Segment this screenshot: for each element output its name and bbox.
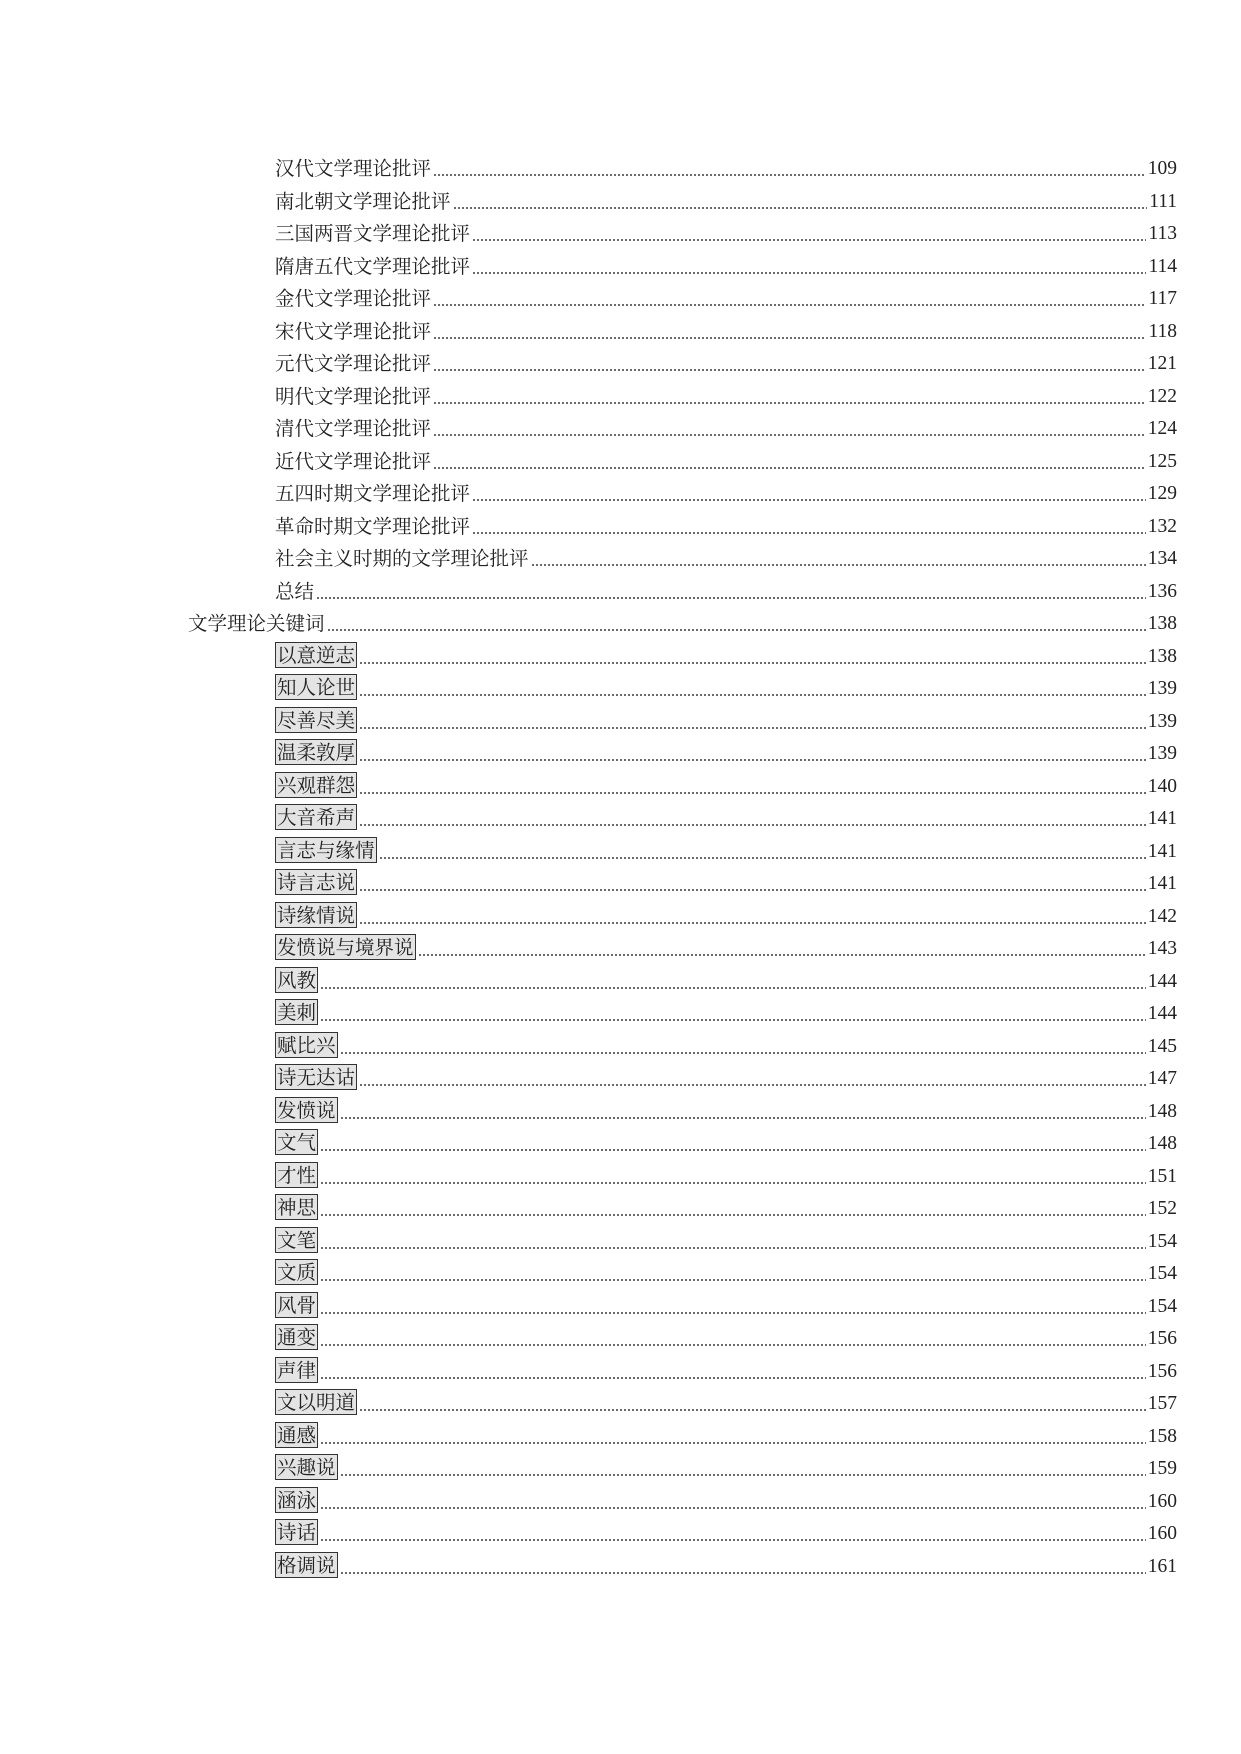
dot-leader xyxy=(359,662,1146,664)
toc-entry[interactable] xyxy=(275,671,1177,700)
toc-entry-page-number: 125 xyxy=(1147,450,1177,472)
toc-entry-title-highlighted: 文质 xyxy=(277,1261,317,1284)
dot-leader xyxy=(320,1312,1146,1314)
toc-entry[interactable] xyxy=(275,346,1177,375)
toc-entry[interactable] xyxy=(275,1484,1177,1513)
toc-entry-title-highlighted: 诗无达诂 xyxy=(277,1066,356,1089)
dot-leader xyxy=(359,727,1146,729)
dot-leader xyxy=(320,1214,1146,1216)
dot-leader xyxy=(320,1149,1146,1151)
toc-entry-title-highlighted: 知人论世 xyxy=(277,676,356,699)
toc-entry-page-number: 145 xyxy=(1147,1035,1177,1057)
toc-entry-page-number: 156 xyxy=(1147,1328,1177,1349)
toc-entry-page-number: 109 xyxy=(1147,158,1177,179)
toc-entry[interactable] xyxy=(275,931,1177,960)
dot-leader xyxy=(359,1409,1146,1411)
toc-entry[interactable] xyxy=(275,216,1177,245)
toc-entry[interactable] xyxy=(275,834,1177,863)
toc-entry-title-highlighted: 通感 xyxy=(277,1423,317,1447)
toc-entry[interactable] xyxy=(275,379,1177,408)
toc-entry[interactable] xyxy=(275,736,1177,765)
toc-entry-page-number: 121 xyxy=(1147,353,1177,374)
toc-entry-title-highlighted: 大音希声 xyxy=(277,806,356,829)
dot-leader xyxy=(320,987,1146,989)
dot-leader xyxy=(320,1539,1146,1541)
toc-entry[interactable] xyxy=(275,281,1177,310)
toc-entry-page-number: 129 xyxy=(1147,483,1177,504)
toc-entry-title-highlighted: 文笔 xyxy=(277,1228,317,1252)
toc-entry[interactable] xyxy=(275,769,1177,798)
toc-entry-page-number: 147 xyxy=(1147,1068,1177,1089)
toc-entry[interactable] xyxy=(275,1386,1177,1415)
toc-entry[interactable] xyxy=(275,1061,1177,1090)
dot-leader xyxy=(379,857,1146,859)
dot-leader xyxy=(359,922,1146,924)
toc-entry-title-highlighted: 以意逆志 xyxy=(277,643,356,667)
toc-entry-page-number: 142 xyxy=(1147,905,1177,927)
toc-entry-title: 金代文学理论批评 xyxy=(275,287,432,310)
toc-entry[interactable] xyxy=(275,1451,1177,1480)
toc-entry-page-number: 159 xyxy=(1147,1458,1177,1479)
toc-entry-title-highlighted: 声律 xyxy=(277,1358,317,1382)
toc-entry-title-highlighted: 兴趣说 xyxy=(277,1456,336,1479)
toc-entry-page-number: 151 xyxy=(1147,1165,1177,1187)
toc-entry-title: 三国两晋文学理论批评 xyxy=(275,222,471,245)
toc-entry-page-number: 138 xyxy=(1147,645,1177,667)
dot-leader xyxy=(320,1279,1146,1281)
toc-entry[interactable] xyxy=(275,411,1177,440)
toc-entry-page-number: 117 xyxy=(1148,288,1177,309)
toc-entry-title: 隋唐五代文学理论批评 xyxy=(275,254,471,278)
toc-entry-page-number: 141 xyxy=(1147,840,1177,862)
dot-leader xyxy=(433,174,1146,176)
dot-leader xyxy=(320,1019,1146,1021)
toc-entry[interactable] xyxy=(188,606,1177,635)
toc-entry-title-highlighted: 神思 xyxy=(277,1196,317,1219)
toc-entry-page-number: 154 xyxy=(1147,1230,1177,1252)
toc-entry-page-number: 160 xyxy=(1147,1523,1177,1544)
dot-leader xyxy=(359,759,1146,761)
toc-entry[interactable] xyxy=(275,899,1177,928)
toc-entry-page-number: 134 xyxy=(1147,548,1177,569)
dot-leader xyxy=(340,1117,1146,1119)
dot-leader xyxy=(359,792,1146,794)
toc-entry[interactable] xyxy=(275,1321,1177,1350)
toc-entry-page-number: 148 xyxy=(1147,1100,1177,1122)
toc-entry-page-number: 140 xyxy=(1147,775,1177,797)
toc-entry-page-number: 143 xyxy=(1147,938,1177,959)
dot-leader xyxy=(340,1572,1146,1574)
toc-entry-page-number: 156 xyxy=(1147,1360,1177,1382)
dot-leader xyxy=(472,239,1146,241)
toc-entry-title-highlighted: 发愤说 xyxy=(277,1098,336,1122)
toc-entry-title: 社会主义时期的文学理论批评 xyxy=(275,547,529,570)
toc-entry-title: 汉代文学理论批评 xyxy=(275,157,432,180)
toc-entry-page-number: 136 xyxy=(1147,580,1177,602)
dot-leader xyxy=(433,402,1146,404)
dot-leader xyxy=(531,564,1146,566)
dot-leader xyxy=(320,1247,1146,1249)
toc-entry[interactable] xyxy=(275,1029,1177,1058)
toc-entry-title-highlighted: 才性 xyxy=(277,1163,317,1187)
toc-entry-title-highlighted: 美刺 xyxy=(277,1001,317,1024)
toc-entry[interactable] xyxy=(275,1419,1177,1448)
dot-leader xyxy=(327,629,1146,631)
dot-leader xyxy=(320,1344,1146,1346)
toc-entry-page-number: 113 xyxy=(1148,223,1177,244)
toc-entry[interactable] xyxy=(275,151,1177,180)
toc-entry[interactable] xyxy=(275,1354,1177,1383)
toc-entry-page-number: 154 xyxy=(1147,1295,1177,1317)
toc-entry-title: 文学理论关键词 xyxy=(188,612,325,635)
toc-entry-title-highlighted: 温柔敦厚 xyxy=(277,741,356,764)
toc-entry-title-highlighted: 兴观群怨 xyxy=(277,773,356,797)
toc-entry-title-highlighted: 赋比兴 xyxy=(277,1033,336,1057)
toc-entry[interactable] xyxy=(275,444,1177,473)
toc-entry-page-number: 160 xyxy=(1147,1490,1177,1512)
toc-entry-title-highlighted: 诗言志说 xyxy=(277,871,356,894)
toc-entry-page-number: 118 xyxy=(1148,320,1177,342)
toc-entry[interactable] xyxy=(275,1516,1177,1545)
toc-entry[interactable] xyxy=(275,1289,1177,1318)
dot-leader xyxy=(433,337,1146,339)
dot-leader xyxy=(340,1474,1146,1476)
toc-entry[interactable] xyxy=(275,1549,1177,1578)
toc-entry[interactable] xyxy=(275,866,1177,895)
toc-entry-page-number: 161 xyxy=(1147,1555,1177,1577)
toc-entry-title-highlighted: 风教 xyxy=(277,968,317,992)
dot-leader xyxy=(316,597,1146,599)
toc-entry[interactable] xyxy=(275,1191,1177,1220)
toc-entry-page-number: 139 xyxy=(1147,678,1177,699)
dot-leader xyxy=(472,499,1146,501)
toc-entry-title: 明代文学理论批评 xyxy=(275,384,432,408)
toc-entry-page-number: 132 xyxy=(1147,515,1177,537)
toc-entry-title: 革命时期文学理论批评 xyxy=(275,514,471,538)
toc-entry[interactable] xyxy=(275,314,1177,343)
toc-entry-page-number: 152 xyxy=(1147,1198,1177,1219)
dot-leader xyxy=(433,304,1146,306)
toc-entry[interactable] xyxy=(275,249,1177,278)
toc-entry-page-number: 148 xyxy=(1147,1133,1177,1154)
toc-entry[interactable] xyxy=(275,1256,1177,1285)
toc-entry[interactable] xyxy=(275,996,1177,1025)
toc-entry-page-number: 141 xyxy=(1147,808,1177,829)
toc-entry-page-number: 139 xyxy=(1147,743,1177,764)
dot-leader xyxy=(340,1052,1146,1054)
toc-entry-title-highlighted: 发愤说与境界说 xyxy=(277,936,414,959)
toc-entry-title-highlighted: 文气 xyxy=(277,1131,317,1154)
dot-leader xyxy=(320,1442,1146,1444)
toc-entry-title-highlighted: 风骨 xyxy=(277,1293,317,1317)
toc-entry[interactable] xyxy=(275,476,1177,505)
dot-leader xyxy=(320,1377,1146,1379)
toc-entry-title-highlighted: 通变 xyxy=(277,1326,317,1349)
toc-entry[interactable] xyxy=(275,574,1177,603)
toc-entry-title-highlighted: 尽善尽美 xyxy=(277,708,356,732)
dot-leader xyxy=(433,369,1146,371)
toc-entry-title-highlighted: 诗缘情说 xyxy=(277,903,356,927)
toc-entry[interactable] xyxy=(275,704,1177,733)
dot-leader xyxy=(359,824,1146,826)
toc-entry[interactable] xyxy=(275,1159,1177,1188)
toc-entry[interactable] xyxy=(275,1094,1177,1123)
toc-entry-title: 元代文学理论批评 xyxy=(275,352,432,375)
toc-entry-page-number: 157 xyxy=(1147,1393,1177,1414)
dot-leader xyxy=(433,434,1146,436)
toc-entry[interactable] xyxy=(275,801,1177,830)
toc-entry-title-highlighted: 诗话 xyxy=(277,1521,317,1544)
dot-leader xyxy=(472,532,1146,534)
dot-leader xyxy=(472,272,1146,274)
toc-entry-page-number: 144 xyxy=(1147,970,1177,992)
toc-entry-title-highlighted: 文以明道 xyxy=(277,1391,356,1414)
toc-entry[interactable] xyxy=(275,964,1177,993)
toc-entry-title: 总结 xyxy=(275,579,315,603)
toc-entry-page-number: 141 xyxy=(1147,873,1177,894)
toc-entry-page-number: 114 xyxy=(1148,255,1177,277)
toc-entry-title: 近代文学理论批评 xyxy=(275,449,432,473)
toc-entry[interactable] xyxy=(275,509,1177,538)
dot-leader xyxy=(359,889,1146,891)
toc-entry[interactable] xyxy=(275,1224,1177,1253)
toc-entry-page-number: 122 xyxy=(1147,385,1177,407)
toc-entry[interactable] xyxy=(275,639,1177,668)
dot-leader xyxy=(433,467,1146,469)
toc-entry-title: 南北朝文学理论批评 xyxy=(275,189,451,213)
toc-entry-page-number: 158 xyxy=(1147,1425,1177,1447)
toc-entry-page-number: 124 xyxy=(1147,418,1177,439)
toc-entry-title: 清代文学理论批评 xyxy=(275,417,432,440)
toc-entry[interactable] xyxy=(275,541,1177,570)
dot-leader xyxy=(453,207,1148,209)
toc-entry-page-number: 138 xyxy=(1147,613,1177,634)
toc-entry[interactable] xyxy=(275,184,1177,213)
toc-entry-page-number: 111 xyxy=(1149,190,1177,212)
toc-entry[interactable] xyxy=(275,1126,1177,1155)
toc-entry-title-highlighted: 格调说 xyxy=(277,1553,336,1577)
toc-entry-page-number: 154 xyxy=(1147,1263,1177,1284)
toc-entry-title: 宋代文学理论批评 xyxy=(275,319,432,343)
toc-entry-title-highlighted: 涵泳 xyxy=(277,1488,317,1512)
dot-leader xyxy=(359,694,1146,696)
toc-entry-title: 五四时期文学理论批评 xyxy=(275,482,471,505)
toc-entry-page-number: 139 xyxy=(1147,710,1177,732)
toc-entry-page-number: 144 xyxy=(1147,1003,1177,1024)
dot-leader xyxy=(320,1507,1146,1509)
dot-leader xyxy=(320,1182,1146,1184)
dot-leader xyxy=(418,954,1146,956)
toc-entry-title-highlighted: 言志与缘情 xyxy=(277,838,375,862)
dot-leader xyxy=(359,1084,1146,1086)
